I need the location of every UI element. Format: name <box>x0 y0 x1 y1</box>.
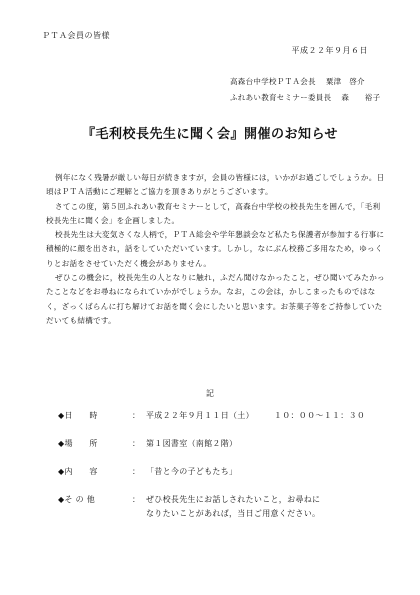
sender-name: 粟津 啓介 <box>325 77 365 86</box>
detail-row-content <box>58 466 388 494</box>
detail-label: ◆内 容 <box>58 467 98 476</box>
event-details <box>58 410 388 522</box>
body-paragraph: 例年になく残暑が厳しい毎日が続きますが，会員の皆様には，いかがお過ごしでしょうか。日頃はＰＴＡ活動にご理解とご協力を頂きありがとうございます。 <box>46 173 385 197</box>
event-date: 平成２２年９月１１日（土） <box>146 411 254 420</box>
detail-row-datetime <box>58 410 388 438</box>
detail-value: 第１図書室（南館２階） <box>146 439 238 448</box>
detail-value-line: ぜひ校長先生にお話しされたいこと，お尋ねに <box>146 495 321 504</box>
sender-name: 森 裕子 <box>341 93 381 102</box>
body-paragraph: ぜひこの機会に，校長先生の人となりに触れ，ふだん聞けなかったこと，ぜひ聞いてみたかったことなどをお尋ねになられていかがでしょうか。なお，この会は，かしこまったものではなく，ざっくばらんに打ち解けてお話を聞く会にしたいと思います。お茶菓子等をご持参していただいても結構です。 <box>46 273 385 325</box>
detail-row-other <box>58 494 388 522</box>
detail-value-line: なりたいことがあれば，当日ご用意ください。 <box>146 509 321 518</box>
detail-row-place <box>58 438 388 466</box>
sender-pta-president <box>230 76 365 87</box>
notice-title: 『毛利校長先生に聞く会』開催のお知らせ <box>81 127 339 142</box>
event-time: １０：００～１１：３０ <box>273 411 366 420</box>
detail-colon: ： <box>132 411 140 420</box>
detail-value <box>146 410 388 421</box>
detail-value: 「昔と今の子どもたち」 <box>146 467 238 476</box>
ki-heading: 記 <box>206 389 214 398</box>
detail-colon: ： <box>132 495 140 504</box>
body-paragraph: さてこの度，第５回ふれあい教育セミナーとして，高森台中学校の校長先生を囲んで，「毛利校長先生に聞く会」を企画しました。 <box>46 201 381 225</box>
sender-org: 高森台中学校ＰＴＡ会長 <box>230 77 316 86</box>
addressee: ＰＴＡ会員の皆様 <box>42 31 110 40</box>
issue-date: 平成２２年９月６日 <box>291 46 368 55</box>
sender-org: ふれあい教育セミナー委員長 <box>230 93 332 102</box>
sender-seminar-chair <box>230 92 380 103</box>
detail-colon: ： <box>132 467 140 476</box>
detail-label: ◆日 時 <box>58 411 98 420</box>
body-paragraph: 校長先生は大変気さくな人柄で，ＰＴＡ総会や学年懇談会など私たち保護者が参加する行事に積極的に顔を出され，話をしていただいています。しかし，なにぶん校務ご多用なため，ゆっくりとお話をさせていただく機会がありません。 <box>46 230 385 268</box>
notice-body <box>46 171 386 328</box>
detail-label: ◆そ の 他 <box>58 495 96 504</box>
detail-value <box>146 493 388 521</box>
detail-colon: ： <box>132 439 140 448</box>
detail-label: ◆場 所 <box>58 439 98 448</box>
